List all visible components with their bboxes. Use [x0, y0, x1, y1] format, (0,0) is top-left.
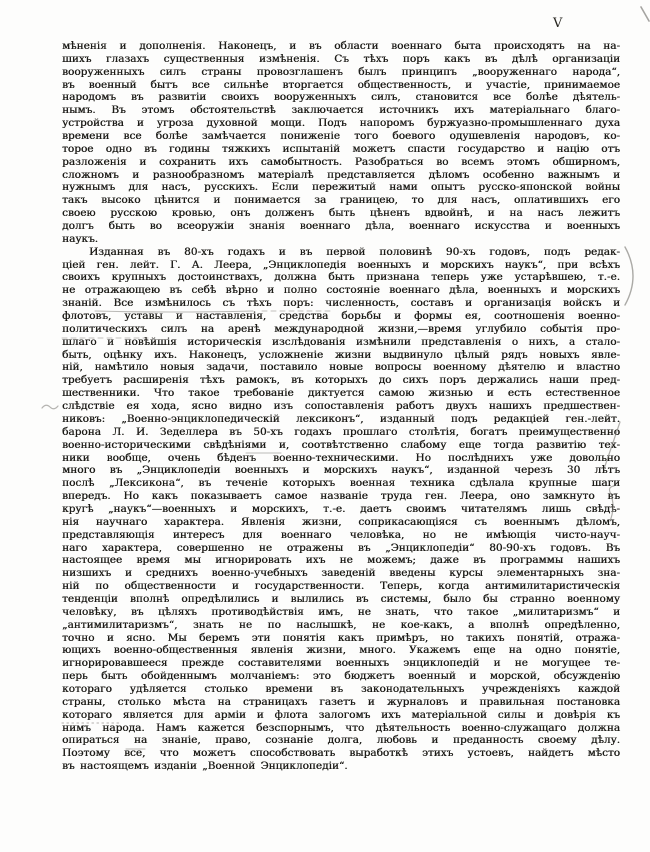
text-line: въ настоящемъ изданіи „Военной Энциклопедіи“.	[62, 760, 348, 773]
text-line: ники вообще, очень бѣденъ военно-техническими. Но послѣднихъ уже довольно	[62, 451, 620, 464]
text-line: шественники. Что такое требованіе диктуется самою жизнью и есть естественное	[62, 387, 620, 400]
text-line: котораго удѣляется столько времени въ законодательныхъ учрежденіяхъ каждой	[62, 682, 620, 695]
text-line: наукъ.	[62, 232, 99, 245]
text-line: никовъ: „Военно-энциклопедическій лексиконъ“, изданный подъ редакціей ген.-лейт.	[62, 412, 620, 425]
text-line: слѣдствіе ея хода, ясно видно изъ сопоставленія работъ двухъ нашихъ предшествен-	[62, 400, 620, 413]
corner-stroke-mark	[641, 7, 649, 21]
text-line: ющихъ военно-общественныя явленія жизни, много. Укажемъ еще на одно понятіе,	[62, 644, 620, 657]
text-line: барона Л. И. Зеделлера въ 50-хъ годахъ прошлаго столѣтія, богатъ преимущественно	[62, 425, 620, 438]
text-line: шихъ глазахъ существенныя измѣненія. Съ тѣхъ поръ какъ въ дѣлѣ организаціи	[62, 52, 620, 65]
text-line: нія научнаго характера. Явленія жизни, соприкасающіяся съ военнымъ дѣломъ,	[62, 515, 620, 528]
text-line: быть, оцѣнку ихъ. Наконецъ, усложненіе жизни выдвинуло цѣлый рядъ новыхъ явле-	[62, 348, 620, 361]
text-line: много въ „Энциклопедіи военныхъ и морскихъ наукъ“, изданной черезъ 30 лѣтъ	[62, 464, 620, 477]
text-line: такъ высоко цѣнится и понимается за границею, то для насъ, оплатившихъ его	[62, 194, 620, 207]
text-line: вооруженныхъ силъ страны провозглашенъ былъ принципъ „вооруженнаго народа“,	[62, 65, 620, 78]
text-line: въ военный бытъ все сильнѣе вторгается общественность, и участіе, принимаемое	[62, 78, 620, 91]
text-line: кругѣ „наукъ“—военныхъ и морскихъ, т.-е. даетъ своимъ читателямъ лишь свѣдѣ-	[62, 502, 620, 515]
text-line: „антимилитаризмъ“, знать не по наслышкѣ, не кое-какъ, а вполнѣ опредѣленно,	[62, 618, 620, 631]
text-line: точно и ясно. Мы беремъ эти понятія какъ примѣръ, но такихъ понятій, отража-	[62, 631, 620, 644]
text-line: ній по общественности и государственности. Теперь, когда антимилитаристическія	[62, 580, 620, 593]
text-line: страны, столько мѣста на страницахъ газетъ и журналовъ и правильная постановка	[62, 695, 620, 708]
text-line: знаній. Все измѣнилось съ тѣхъ поръ: численность, составъ и организація войскъ и	[62, 297, 620, 310]
text-line: тенденціи вполнѣ опредѣлились и вылились въ системы, было бы странно военному	[62, 592, 620, 605]
text-line: представляющія интересъ для военнаго человѣка, но не имѣющія чисто-науч-	[62, 528, 620, 541]
text-line: требуетъ расширенія тѣхъ рамокъ, въ которыхъ до сихъ поръ держались наши пред-	[62, 374, 620, 387]
text-line: политическихъ силъ на аренѣ международной жизни,—время углубило событія про-	[62, 322, 620, 335]
text-line: Поэтому все, что можетъ способствовать выработкѣ этихъ устоевъ, найдетъ мѣсто	[62, 747, 620, 760]
page-number: V	[553, 16, 564, 31]
text-line: мѣненія и дополненія. Наконецъ, и въ области военнаго быта происходятъ на на-	[62, 40, 620, 52]
text-line: нужнымъ для насъ, русскихъ. Если пережитый нами опытъ русско-японской войны	[62, 181, 620, 194]
text-line: нимъ народа. Намъ кажется безспорнымъ, что дѣятельность военно-служащаго должна	[62, 721, 620, 734]
text-line: котораго является для арміи и флота залогомъ ихъ матеріальной силы и довѣрія къ	[62, 708, 620, 721]
text-line: наго характера, совершенно не отражены въ „Энциклопедіи“ 80-90-хъ годовъ. Въ	[62, 541, 620, 554]
text-line: торое одно въ годины тяжкихъ испытаній можетъ спасти государство и націю отъ	[62, 142, 620, 155]
text-line: ній, намѣтило новыя задачи, поставило новые вопросы военному дѣятелю и властно	[62, 361, 620, 374]
text-line: нымъ. Въ этомъ обстоятельствѣ заключается источникъ ихъ матеріальнаго благо-	[62, 104, 620, 117]
text-line: времени все болѣе замѣчается пониженіе того боевого одушевленія народовъ, ко-	[62, 130, 620, 143]
text-line: опираться на знаніе, право, сознаніе долга, любовь и преданность своему дѣлу.	[62, 734, 620, 747]
text-line: долгъ быть во всеоружіи знанія военнаго дѣла, военнаго искусства и военныхъ	[62, 220, 620, 233]
text-line: впередъ. Но какъ показываетъ самое названіе труда ген. Леера, оно замкнуто въ	[62, 490, 620, 503]
margin-tilde-mark	[42, 405, 58, 409]
text-block	[62, 40, 620, 773]
text-line: настоящее время мы игнорировать ихъ не можемъ; даже въ программы нашихъ	[62, 554, 620, 567]
text-line: шлаго и новѣйшія историческія изслѣдованія измѣнили представленія о нихъ, а стало-	[62, 335, 620, 348]
text-line: низшихъ и среднихъ военно-учебныхъ заведеній введены курсы элементарныхъ зна-	[62, 567, 620, 580]
text-line: сложномъ и разнообразномъ матеріалѣ представляется дѣломъ особенно важнымъ и	[62, 168, 620, 181]
text-line: человѣку, въ цѣляхъ противодѣйствія имъ, не знать, что такое „милитаризмъ“ и	[62, 605, 620, 618]
text-line: устройства и угроза духовной мощи. Подъ напоромъ буржуазно-промышленнаго духа	[62, 117, 620, 130]
text-line: народомъ въ развитіи своихъ вооруженныхъ силъ, становится все болѣе дѣятель-	[62, 91, 620, 104]
text-line: игнорировавшееся прежде составителями военныхъ энциклопедій и не могущее те-	[62, 657, 620, 670]
text-line: военно-историческими свѣдѣніями и, соотвѣтственно слабому еще тогда развитію тех-	[62, 438, 620, 451]
text-line: послѣ „Лексикона“, въ теченіе которыхъ военная техника сдѣлала крупные шаги	[62, 477, 620, 490]
text-line: Изданная въ 80-хъ годахъ и въ первой половинѣ 90-хъ годовъ, подъ редак-	[89, 245, 620, 258]
text-line: своею русскою кровью, онъ долженъ быть цѣненъ вдвойнѣ, и на насъ лежитъ	[62, 207, 620, 220]
text-line: перь быть обойденнымъ молчаніемъ: это бюджетъ военный и морской, обсужденію	[62, 670, 620, 683]
text-line: флотовъ, уставы и наставленія, средства борьбы и формы ея, соотношенія военно-	[62, 310, 620, 323]
margin-parenthesis-mark	[625, 247, 633, 305]
text-line: не отражающею въ себѣ вѣрно и полно состояніе военнаго дѣла, военныхъ и морскихъ	[62, 284, 620, 297]
text-line: своихъ крупныхъ достоинствахъ, должна быть признана теперь уже устарѣвшею, т.-е.	[62, 271, 620, 284]
text-line: разложенія и сохранить ихъ самобытность. Разобраться во всемъ этомъ обширномъ,	[62, 155, 620, 168]
text-line: ціей ген. лейт. Г. А. Леера, „Энциклопедія военныхъ и морскихъ наукъ“, при всѣхъ	[62, 258, 620, 271]
